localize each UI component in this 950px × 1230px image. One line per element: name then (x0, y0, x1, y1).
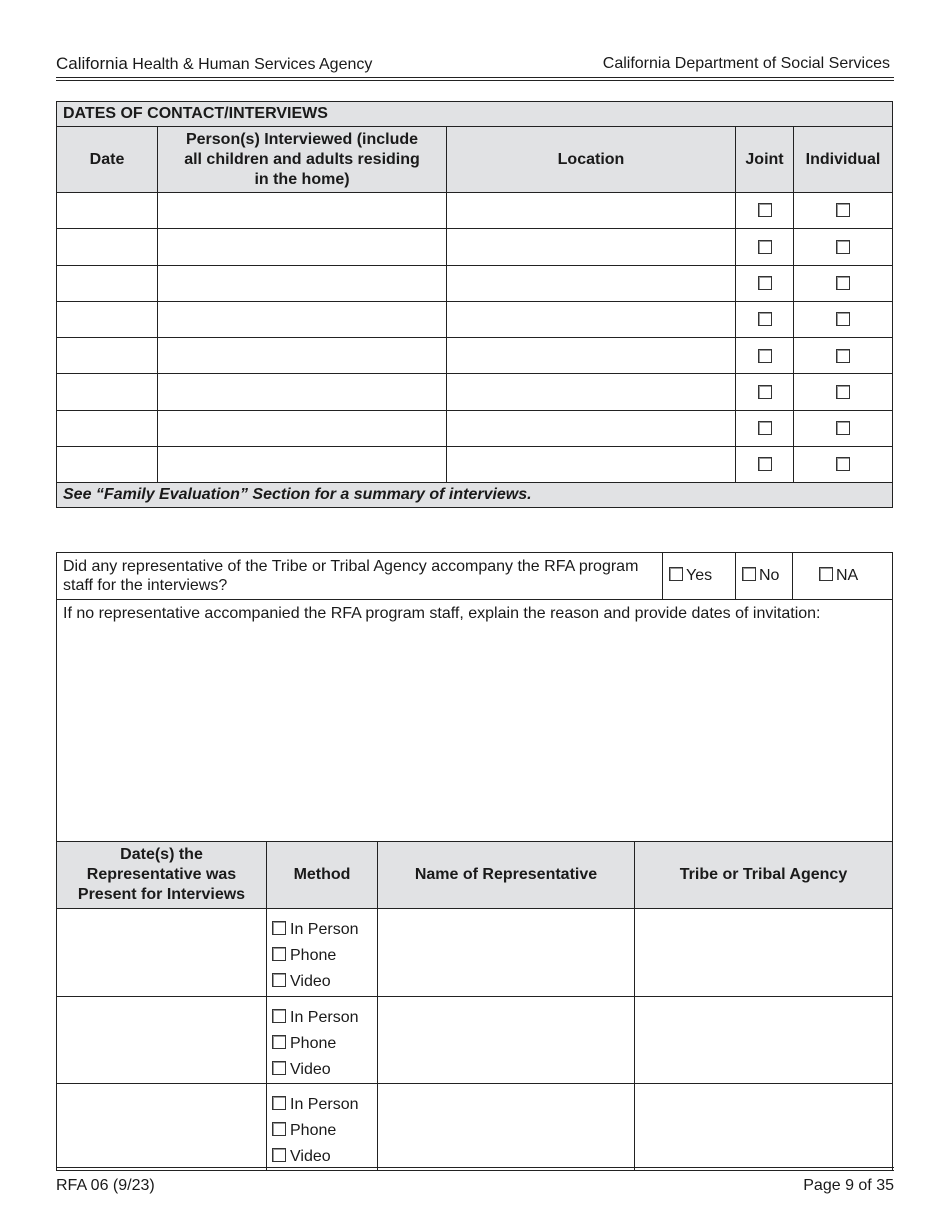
individual-cell (794, 301, 893, 337)
na-label: NA (836, 567, 859, 584)
contacts-title: DATES OF CONTACT/INTERVIEWS (57, 102, 893, 127)
table-row (57, 301, 893, 337)
page-footer (56, 1175, 894, 1197)
footer-rule (56, 1170, 894, 1171)
footer-rule (56, 1167, 894, 1168)
method-in-person[interactable] (272, 1005, 372, 1031)
joint-cell (736, 410, 794, 446)
persons-cell[interactable] (158, 447, 447, 483)
joint-cell (736, 229, 794, 265)
tribe-cell[interactable] (635, 909, 893, 997)
joint-checkbox[interactable] (758, 421, 772, 435)
location-cell[interactable] (447, 265, 736, 301)
joint-cell (736, 447, 794, 483)
department-name: California Department of Social Services (602, 55, 890, 72)
individual-checkbox[interactable] (836, 276, 850, 290)
location-cell[interactable] (447, 410, 736, 446)
persons-cell[interactable] (158, 374, 447, 410)
no-option[interactable] (736, 553, 793, 600)
rep-dates-cell[interactable] (57, 1084, 267, 1171)
location-cell[interactable] (447, 301, 736, 337)
phone-label: Phone (290, 1035, 337, 1052)
joint-checkbox[interactable] (758, 240, 772, 254)
method-cell (267, 1084, 378, 1171)
individual-cell (794, 338, 893, 374)
date-cell[interactable] (57, 229, 158, 265)
method-cell (267, 909, 378, 997)
individual-checkbox[interactable] (836, 421, 850, 435)
col-date: Date (57, 127, 158, 193)
individual-checkbox[interactable] (836, 457, 850, 471)
date-cell[interactable] (57, 374, 158, 410)
page-number: Page 9 of 35 (803, 1177, 894, 1194)
rep-dates-cell[interactable] (57, 997, 267, 1084)
location-cell[interactable] (447, 193, 736, 229)
in-person-label: In Person (290, 1009, 359, 1026)
table-row (57, 447, 893, 483)
col-rep-name: Name of Representative (378, 842, 635, 909)
video-label: Video (290, 1061, 331, 1078)
col-persons: Person(s) Interviewed (include all children and adults residing in the home) (158, 127, 447, 193)
tribe-question-table (56, 552, 893, 889)
joint-checkbox[interactable] (758, 349, 772, 363)
table-row (57, 909, 893, 997)
method-in-person[interactable] (272, 1092, 372, 1118)
persons-cell[interactable] (158, 265, 447, 301)
table-row (57, 193, 893, 229)
method-phone[interactable] (272, 1031, 372, 1057)
joint-checkbox[interactable] (758, 276, 772, 290)
table-row (57, 410, 893, 446)
table-row (57, 265, 893, 301)
date-cell[interactable] (57, 447, 158, 483)
agency-rest: Health & Human Services Agency (127, 56, 373, 73)
video-checkbox[interactable] (272, 1148, 286, 1162)
contacts-table (56, 101, 893, 508)
joint-cell (736, 265, 794, 301)
method-phone[interactable] (272, 1118, 372, 1144)
method-video[interactable] (272, 969, 372, 995)
yes-label: Yes (686, 567, 713, 584)
individual-cell (794, 193, 893, 229)
tribe-cell[interactable] (635, 1084, 893, 1171)
joint-checkbox[interactable] (758, 385, 772, 399)
individual-checkbox[interactable] (836, 312, 850, 326)
header-rule (56, 80, 894, 81)
persons-cell[interactable] (158, 229, 447, 265)
in-person-label: In Person (290, 921, 359, 938)
persons-cell[interactable] (158, 410, 447, 446)
no-checkbox[interactable] (742, 567, 756, 581)
video-checkbox[interactable] (272, 973, 286, 987)
individual-cell (794, 410, 893, 446)
na-checkbox[interactable] (819, 567, 833, 581)
summary-note: See “Family Evaluation” Section for a summary of interviews. (57, 483, 893, 508)
col-tribe: Tribe or Tribal Agency (635, 842, 893, 909)
method-phone[interactable] (272, 943, 372, 969)
date-cell[interactable] (57, 410, 158, 446)
persons-cell[interactable] (158, 301, 447, 337)
phone-label: Phone (290, 1122, 337, 1139)
location-cell[interactable] (447, 338, 736, 374)
table-row (57, 1084, 893, 1171)
in-person-checkbox[interactable] (272, 1096, 286, 1110)
date-cell[interactable] (57, 193, 158, 229)
representatives-table (56, 841, 893, 1171)
agency-state: California (56, 54, 128, 73)
col-rep-dates: Date(s) the Representative was Present for Interviews (57, 842, 267, 909)
joint-checkbox[interactable] (758, 457, 772, 471)
in-person-label: In Person (290, 1096, 359, 1113)
joint-cell (736, 374, 794, 410)
col-method: Method (267, 842, 378, 909)
phone-checkbox[interactable] (272, 947, 286, 961)
individual-checkbox[interactable] (836, 385, 850, 399)
rep-name-cell[interactable] (378, 997, 635, 1084)
individual-cell (794, 447, 893, 483)
date-cell[interactable] (57, 338, 158, 374)
joint-cell (736, 193, 794, 229)
in-person-checkbox[interactable] (272, 1009, 286, 1023)
persons-cell[interactable] (158, 338, 447, 374)
persons-cell[interactable] (158, 193, 447, 229)
date-cell[interactable] (57, 301, 158, 337)
col-joint: Joint (736, 127, 794, 193)
joint-checkbox[interactable] (758, 312, 772, 326)
phone-checkbox[interactable] (272, 1122, 286, 1136)
header-rule (56, 77, 894, 78)
individual-cell (794, 265, 893, 301)
table-row (57, 997, 893, 1084)
rep-name-cell[interactable] (378, 1084, 635, 1171)
explanation-label: If no representative accompanied the RFA program staff, explain the reason and provide dates of invitation: (63, 605, 821, 622)
yes-option[interactable] (663, 553, 736, 600)
location-cell[interactable] (447, 447, 736, 483)
in-person-checkbox[interactable] (272, 921, 286, 935)
video-checkbox[interactable] (272, 1061, 286, 1075)
col-individual: Individual (794, 127, 893, 193)
agency-name (56, 54, 372, 74)
phone-checkbox[interactable] (272, 1035, 286, 1049)
individual-checkbox[interactable] (836, 349, 850, 363)
location-cell[interactable] (447, 374, 736, 410)
method-cell (267, 997, 378, 1084)
video-label: Video (290, 1148, 331, 1165)
joint-checkbox[interactable] (758, 203, 772, 217)
individual-checkbox[interactable] (836, 203, 850, 217)
individual-checkbox[interactable] (836, 240, 850, 254)
date-cell[interactable] (57, 265, 158, 301)
video-label: Video (290, 973, 331, 990)
tribe-cell[interactable] (635, 997, 893, 1084)
individual-cell (794, 229, 893, 265)
individual-cell (794, 374, 893, 410)
table-row (57, 229, 893, 265)
form-id: RFA 06 (9/23) (56, 1177, 155, 1194)
phone-label: Phone (290, 947, 337, 964)
tribe-question: Did any representative of the Tribe or Tribal Agency accompany the RFA program staff for the interviews? (57, 553, 663, 600)
col-location: Location (447, 127, 736, 193)
rep-name-cell[interactable] (378, 909, 635, 997)
location-cell[interactable] (447, 229, 736, 265)
table-row (57, 374, 893, 410)
joint-cell (736, 301, 794, 337)
rep-dates-cell[interactable] (57, 909, 267, 997)
table-row (57, 338, 893, 374)
method-video[interactable] (272, 1057, 372, 1083)
page-header (56, 52, 890, 76)
joint-cell (736, 338, 794, 374)
yes-checkbox[interactable] (669, 567, 683, 581)
na-option[interactable] (793, 553, 893, 600)
method-in-person[interactable] (272, 917, 372, 943)
no-label: No (759, 567, 780, 584)
